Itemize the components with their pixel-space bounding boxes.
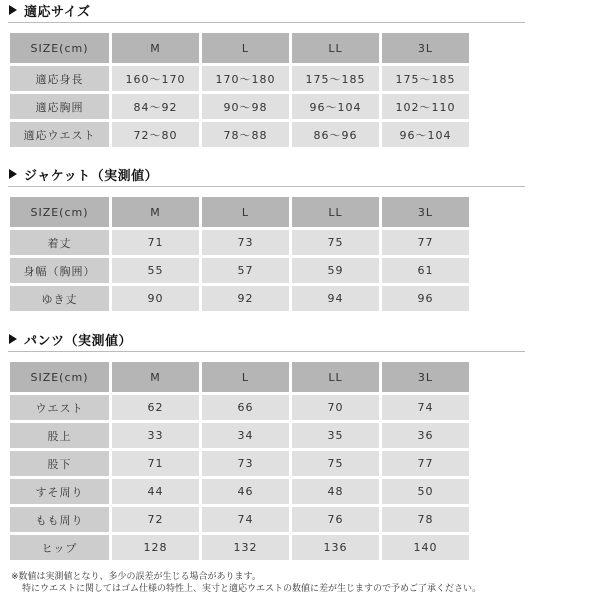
- value-cell: 70: [292, 395, 379, 420]
- value-cell: 84～92: [112, 94, 199, 119]
- row-label: すそ周り: [10, 479, 109, 504]
- value-cell: 72～80: [112, 122, 199, 147]
- value-cell: 59: [292, 258, 379, 283]
- size-header-cell: L: [202, 197, 289, 227]
- value-cell: 132: [202, 535, 289, 560]
- value-cell: 77: [382, 230, 469, 255]
- value-cell: 61: [382, 258, 469, 283]
- jacket-size-table: [10, 197, 469, 314]
- section-title-text: 適応サイズ: [24, 4, 91, 20]
- section-title-jacket: [9, 165, 158, 183]
- value-cell: 62: [112, 395, 199, 420]
- value-cell: 77: [382, 451, 469, 476]
- value-cell: 73: [202, 451, 289, 476]
- value-cell: 78: [382, 507, 469, 532]
- value-cell: 71: [112, 230, 199, 255]
- row-label: 着丈: [10, 230, 109, 255]
- size-header-cell: M: [112, 33, 199, 63]
- value-cell: 72: [112, 507, 199, 532]
- table-row: [10, 122, 469, 147]
- table-row: [10, 66, 469, 91]
- row-label: ゆき丈: [10, 286, 109, 311]
- value-cell: 90～98: [202, 94, 289, 119]
- table-row: [10, 230, 469, 255]
- pants-size-table: [10, 362, 469, 563]
- unit-header-cell: SIZE(cm): [10, 197, 109, 227]
- title-divider: [8, 351, 525, 352]
- value-cell: 55: [112, 258, 199, 283]
- size-header-cell: L: [202, 362, 289, 392]
- table-row: [10, 258, 469, 283]
- size-header-cell: 3L: [382, 362, 469, 392]
- section-title-text: パンツ（実測値）: [24, 333, 133, 349]
- value-cell: 71: [112, 451, 199, 476]
- section-title-text: ジャケット（実測値）: [24, 168, 159, 184]
- value-cell: 66: [202, 395, 289, 420]
- value-cell: 128: [112, 535, 199, 560]
- value-cell: 136: [292, 535, 379, 560]
- section-title-pants: [9, 330, 132, 348]
- value-cell: 92: [202, 286, 289, 311]
- value-cell: 160～170: [112, 66, 199, 91]
- size-header-cell: M: [112, 362, 199, 392]
- triangle-right-icon: [9, 169, 17, 179]
- value-cell: 35: [292, 423, 379, 448]
- value-cell: 57: [202, 258, 289, 283]
- table-row: [10, 451, 469, 476]
- row-label: ヒップ: [10, 535, 109, 560]
- value-cell: 75: [292, 230, 379, 255]
- title-divider: [8, 22, 525, 23]
- value-cell: 90: [112, 286, 199, 311]
- value-cell: 175～185: [292, 66, 379, 91]
- table-header-row: [10, 362, 469, 392]
- value-cell: 75: [292, 451, 379, 476]
- value-cell: 94: [292, 286, 379, 311]
- value-cell: 175～185: [382, 66, 469, 91]
- table-row: [10, 423, 469, 448]
- value-cell: 78～88: [202, 122, 289, 147]
- value-cell: 34: [202, 423, 289, 448]
- table-row: [10, 479, 469, 504]
- table-header-row: [10, 33, 469, 63]
- value-cell: 48: [292, 479, 379, 504]
- row-label: ウエスト: [10, 395, 109, 420]
- value-cell: 86～96: [292, 122, 379, 147]
- row-label: 適応ウエスト: [10, 122, 109, 147]
- size-header-cell: LL: [292, 33, 379, 63]
- value-cell: 96～104: [382, 122, 469, 147]
- size-header-cell: L: [202, 33, 289, 63]
- table-row: [10, 286, 469, 311]
- unit-header-cell: SIZE(cm): [10, 33, 109, 63]
- value-cell: 74: [382, 395, 469, 420]
- size-header-cell: LL: [292, 197, 379, 227]
- footnote-line: ※数値は実測値となり、多少の誤差が生じる場合があります。: [11, 572, 261, 582]
- value-cell: 50: [382, 479, 469, 504]
- value-cell: 73: [202, 230, 289, 255]
- triangle-right-icon: [9, 334, 17, 344]
- size-header-cell: 3L: [382, 197, 469, 227]
- value-cell: 36: [382, 423, 469, 448]
- value-cell: 96: [382, 286, 469, 311]
- row-label: 股下: [10, 451, 109, 476]
- size-header-cell: 3L: [382, 33, 469, 63]
- triangle-right-icon: [9, 5, 17, 15]
- table-row: [10, 94, 469, 119]
- table-row: [10, 507, 469, 532]
- unit-header-cell: SIZE(cm): [10, 362, 109, 392]
- size-header-cell: M: [112, 197, 199, 227]
- section-title-adaptive-size: [9, 1, 90, 19]
- row-label: 適応胸囲: [10, 94, 109, 119]
- table-row: [10, 535, 469, 560]
- row-label: もも周り: [10, 507, 109, 532]
- adaptive-size-table: [10, 33, 469, 150]
- value-cell: 76: [292, 507, 379, 532]
- value-cell: 102～110: [382, 94, 469, 119]
- size-header-cell: LL: [292, 362, 379, 392]
- row-label: 身幅（胸囲）: [10, 258, 109, 283]
- table-header-row: [10, 197, 469, 227]
- value-cell: 46: [202, 479, 289, 504]
- value-cell: 44: [112, 479, 199, 504]
- value-cell: 96～104: [292, 94, 379, 119]
- row-label: 股上: [10, 423, 109, 448]
- title-divider: [8, 186, 525, 187]
- footnote-line: 特にウエストに関してはゴム仕様の特性上、実寸と適応ウエストの数値に差が生じますので予めご了承ください。: [22, 584, 482, 594]
- table-row: [10, 395, 469, 420]
- value-cell: 170～180: [202, 66, 289, 91]
- value-cell: 140: [382, 535, 469, 560]
- row-label: 適応身長: [10, 66, 109, 91]
- value-cell: 74: [202, 507, 289, 532]
- value-cell: 33: [112, 423, 199, 448]
